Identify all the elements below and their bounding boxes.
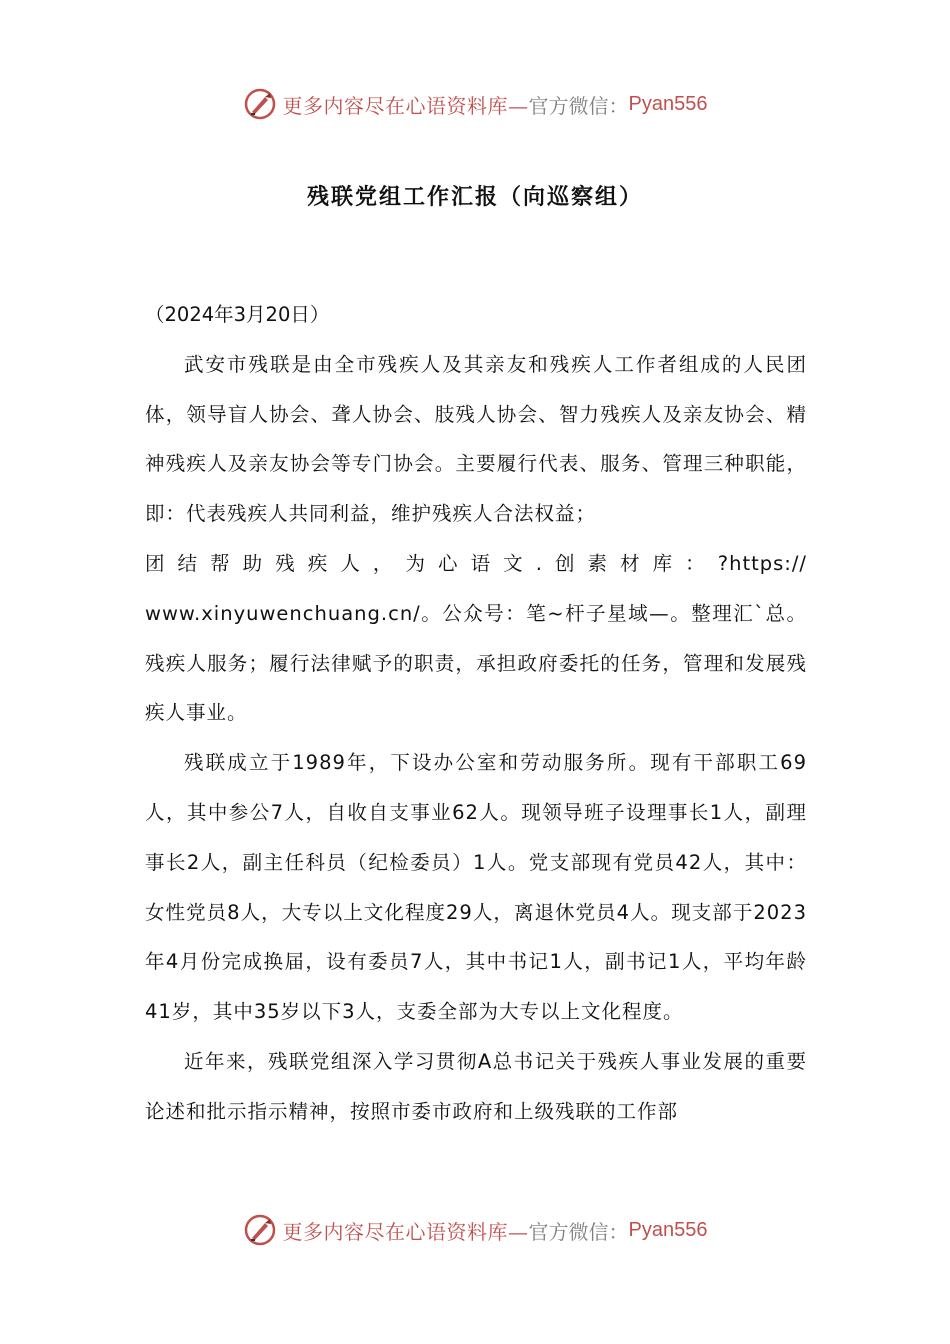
- footer-wechat-id: Pyan556: [628, 1218, 708, 1241]
- document-title: 残联党组工作汇报（向巡察组）: [306, 185, 643, 210]
- quill-logo-icon: [243, 1213, 277, 1247]
- paragraph-intro-continued: www.xinyuwenchuang.cn/。公众号：笔~杆子星域—。整理汇`总。残疾人服务；履行法律赋予的职责，承担政府委托的任务，管理和发展残疾人事业。: [145, 601, 807, 725]
- paragraph-organization: 残联成立于1989年，下设办公室和劳动服务所。现有干部职工69人，其中参公7人，自收自支事业62人。现领导班子设理事长1人，副理事长2人，副主任科员（纪检委员）1人。党支部现有党员42人，其中：女性党员8人，大专以上文化程度29人，离退休党员4人。现支部于2023年4月份完成换届，设有委员7人，其中书记1人，副书记1人，平均年龄41岁，其中35岁以下3人，支委全部为大专以上文化程度。: [145, 751, 807, 1024]
- paragraph-recent-work: 近年来，残联党组深入学习贯彻A总书记关于残疾人事业发展的重要论述和批示指示精神，按照市委市政府和上级残联的工作部: [145, 1049, 807, 1123]
- paragraph-intro-text: 武安市残联是由全市残疾人及其亲友和残疾人工作者组成的人民团体，领导盲人协会、聋人协会、肢残人协会、智力残疾人及亲友协会、精神残疾人及亲友协会等专门协会。主要履行代表、服务、管理三种职能，即：代表残疾人共同利益，维护残疾人合法权益；: [145, 352, 807, 526]
- quill-logo-icon: [243, 87, 277, 121]
- footer-watermark-banner: [0, 1210, 950, 1250]
- paragraph-intro-spaced-line: 团结帮助残疾人，为心语文.创素材库：?https://: [145, 551, 807, 575]
- footer-banner-text: 更多内容尽在心语资料库—: [282, 1219, 529, 1244]
- header-wechat-label: 官方微信：: [528, 93, 629, 118]
- header-watermark-banner: [0, 84, 950, 124]
- header-wechat-id: Pyan556: [628, 92, 708, 115]
- footer-wechat-label: 官方微信：: [528, 1219, 629, 1244]
- document-date: （2024年3月20日）: [145, 303, 330, 326]
- document-body: [145, 290, 807, 1137]
- header-banner-text: 更多内容尽在心语资料库—: [282, 93, 529, 118]
- paragraph-intro: [145, 340, 807, 738]
